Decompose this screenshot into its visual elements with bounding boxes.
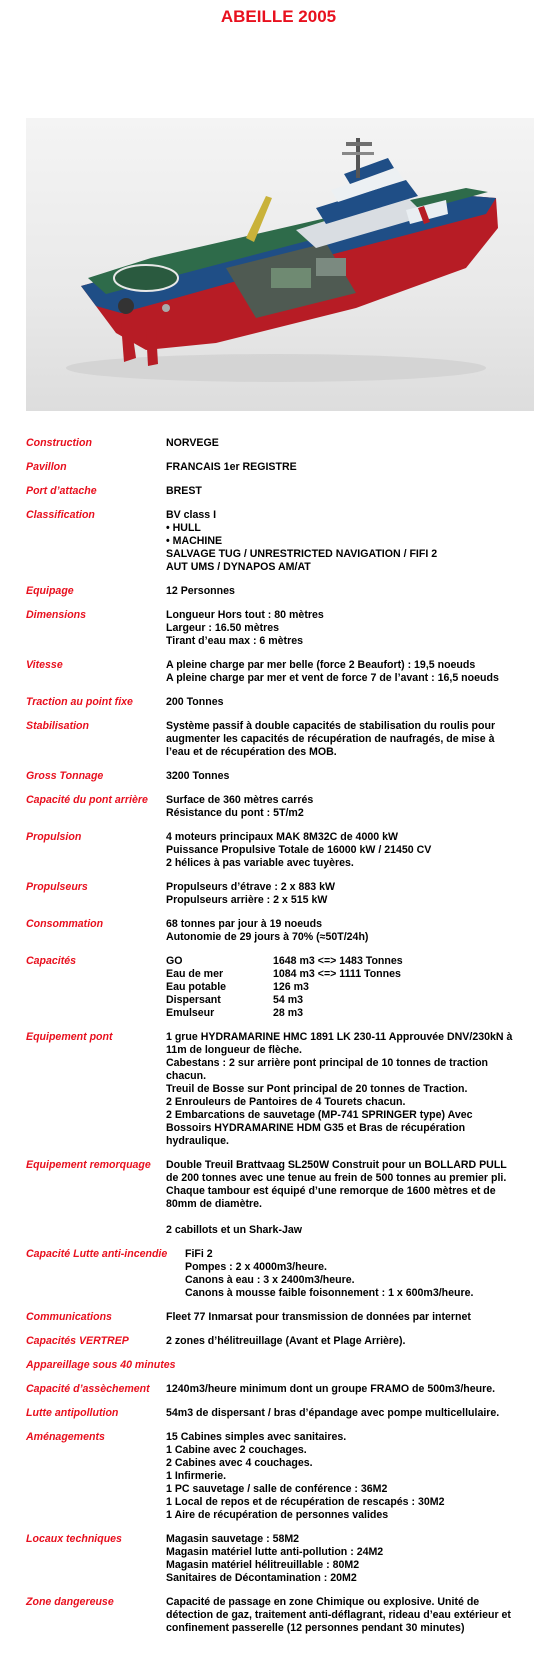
capacity-value: 1648 m3 <=> 1483 Tonnes (273, 955, 403, 967)
spec-value: Puissance Propulsive Totale de 16000 kW / 21450 CV (166, 844, 432, 856)
spec-label: Zone dangereuse (26, 1596, 114, 1608)
spec-row-amenagements (26, 1431, 541, 1522)
spec-value: Sanitaires de Décontamination : 20M2 (166, 1572, 357, 1584)
spec-value: 54m3 de dispersant / bras d’épandage avec pompe multicellulaire. (166, 1407, 500, 1419)
spec-value: AUT UMS / DYNAPOS AM/AT (166, 561, 311, 573)
capacity-name: Emulseur (166, 1007, 215, 1019)
spec-value: 4 moteurs principaux MAK 8M32C de 4000 kW (166, 831, 398, 843)
spec-row-equipement-remorquage (26, 1159, 541, 1237)
capacity-value: 1084 m3 <=> 1111 Tonnes (273, 968, 401, 980)
spec-row-pont-arriere (26, 794, 541, 820)
spec-value: Autonomie de 29 jours à 70% (≈50T/24h) (166, 931, 369, 943)
spec-value: Largeur : 16.50 mètres (166, 622, 280, 634)
spec-value: 1 PC sauvetage / salle de conférence : 36M2 (166, 1483, 388, 1495)
spec-row-vertrep (26, 1335, 541, 1348)
spec-row-equipement-pont (26, 1031, 541, 1148)
fifi-title: FiFi 2 (185, 1248, 213, 1260)
capacity-value: 54 m3 (273, 994, 304, 1006)
spec-value: 1 Aire de récupération de personnes valides (166, 1509, 389, 1521)
spec-row-zone-dangereuse (26, 1596, 541, 1635)
spec-value: Bossoirs HYDRAMARINE HDM G35 et Bras de récupération (166, 1122, 466, 1134)
spec-row-propulseurs (26, 881, 541, 907)
spec-value: 2 Enrouleurs de Pantoires de 4 Tourets chacun. (166, 1096, 406, 1108)
spec-row-gross-tonnage (26, 770, 541, 783)
spec-row-assechement (26, 1383, 541, 1396)
spec-row-classification (26, 509, 541, 574)
spec-row-antipollution (26, 1407, 541, 1420)
spec-label: Dimensions (26, 609, 87, 621)
spec-label: Pavillon (26, 461, 67, 473)
spec-value: • HULL (166, 522, 201, 534)
spec-value: 12 Personnes (166, 585, 235, 597)
spec-value: Propulseurs d’étrave : 2 x 883 kW (166, 881, 335, 893)
spec-row-locaux-techniques (26, 1533, 541, 1585)
spec-label: Equipement pont (26, 1031, 113, 1043)
spec-row-vitesse (26, 659, 541, 685)
spec-value: Surface de 360 mètres carrés (166, 794, 314, 806)
spec-value: BREST (166, 485, 202, 497)
spec-row-appareillage (26, 1359, 541, 1372)
spec-value: Longueur Hors tout : 80 mètres (166, 609, 324, 621)
spec-label: Classification (26, 509, 95, 521)
capacity-name: Eau potable (166, 981, 227, 993)
capacity-value: 126 m3 (273, 981, 309, 993)
spec-label: Traction au point fixe (26, 696, 133, 708)
spec-value: Double Treuil Brattvaag SL250W Construit pour un BOLLARD PULL (166, 1159, 507, 1171)
spec-value: Résistance du pont : 5T/m2 (166, 807, 304, 819)
capacity-value: 28 m3 (273, 1007, 304, 1019)
spec-value: Système passif à double capacités de stabilisation du roulis pour (166, 720, 496, 732)
spec-value: Capacité de passage en zone Chimique ou explosive. Unité de (166, 1596, 480, 1608)
spec-value: A pleine charge par mer belle (force 2 Beaufort) : 19,5 noeuds (166, 659, 476, 671)
spec-value: Chaque tambour est équipé d’une remorque de 1600 mètres et de (166, 1185, 496, 1197)
spec-label: Stabilisation (26, 720, 89, 732)
spec-label: Capacité du pont arrière (26, 794, 148, 806)
spec-label: Capacités VERTREP (26, 1335, 129, 1347)
spec-value: hydraulique. (166, 1135, 229, 1147)
spec-value: A pleine charge par mer et vent de force 7 de l’avant : 16,5 noeuds (166, 672, 499, 684)
spec-value: de 200 tonnes avec une tenue au frein de 500 tonnes au premier pli. (166, 1172, 507, 1184)
spec-value: 1 Cabine avec 2 couchages. (166, 1444, 307, 1456)
spec-label: Capacités (26, 955, 77, 967)
spec-value: BV class I (166, 509, 217, 521)
spec-value: 11m de longueur de flèche. (166, 1044, 302, 1056)
spec-value: Magasin matériel hélitreuillable : 80M2 (166, 1559, 360, 1571)
spec-value: chacun. (166, 1070, 207, 1082)
spec-row-stabilisation (26, 720, 541, 759)
spec-label: Appareillage sous 40 minutes (26, 1359, 176, 1371)
spec-label: Vitesse (26, 659, 63, 671)
spec-row-traction (26, 696, 541, 709)
spec-value: 2 cabillots et un Shark-Jaw (166, 1224, 302, 1236)
spec-label: Locaux techniques (26, 1533, 122, 1545)
spec-label: Communications (26, 1311, 112, 1323)
spec-label: Equipage (26, 585, 74, 597)
spec-row-pavillon (26, 461, 541, 474)
spec-label: Capacité d’assèchement (26, 1383, 150, 1395)
spec-row-dimensions (26, 609, 541, 648)
spec-value: 2 Embarcations de sauvetage (MP-741 SPRINGER type) Avec (166, 1109, 473, 1121)
spec-value: Canons à eau : 3 x 2400m3/heure. (185, 1274, 355, 1286)
spec-value: 1 Infirmerie. (166, 1470, 227, 1482)
spec-value: • MACHINE (166, 535, 223, 547)
spec-value: augmenter les capacités de récupération de naufragés, de mise à (166, 733, 495, 745)
spec-value: confinement passerelle (12 personnes pendant 30 minutes) (166, 1622, 465, 1634)
spec-value: SALVAGE TUG / UNRESTRICTED NAVIGATION / FIFI 2 (166, 548, 438, 560)
spec-value: Magasin matériel lutte anti-pollution : 24M2 (166, 1546, 384, 1558)
spec-label: Gross Tonnage (26, 770, 104, 782)
spec-value: Tirant d’eau max : 6 mètres (166, 635, 303, 647)
spec-label: Propulsion (26, 831, 82, 843)
spec-label: Consommation (26, 918, 104, 930)
spec-value: 1 grue HYDRAMARINE HMC 1891 LK 230-11 Approuvée DNV/230kN à (166, 1031, 513, 1043)
spec-value: Magasin sauvetage : 58M2 (166, 1533, 300, 1545)
ship-cutaway-illustration (26, 118, 534, 411)
spec-label: Port d’attache (26, 485, 97, 497)
capacity-name: Eau de mer (166, 968, 224, 980)
spec-value: 15 Cabines simples avec sanitaires. (166, 1431, 347, 1443)
spec-row-capacites (26, 955, 541, 1020)
spec-label: Equipement remorquage (26, 1159, 151, 1171)
spec-value: Cabestans : 2 sur arrière pont principal de 10 tonnes de traction (166, 1057, 489, 1069)
spec-label: Construction (26, 437, 92, 449)
spec-value: Canons à mousse faible foisonnement : 1 x 600m3/heure. (185, 1287, 474, 1299)
page-title: ABEILLE 2005 (220, 7, 337, 26)
spec-row-lutte-incendie (26, 1248, 541, 1300)
spec-row-communications (26, 1311, 541, 1324)
spec-value: 80mm de diamètre. (166, 1198, 262, 1210)
spec-label: Capacité Lutte anti-incendie (26, 1248, 168, 1260)
spec-value: Treuil de Bosse sur Pont principal de 20 tonnes de Traction. (166, 1083, 468, 1095)
spec-label: Propulseurs (26, 881, 88, 893)
spec-value: Propulseurs arrière : 2 x 515 kW (166, 894, 328, 906)
ship-image (26, 118, 534, 411)
spec-label: Aménagements (26, 1431, 105, 1443)
spec-value: Fleet 77 Inmarsat pour transmission de données par internet (166, 1311, 471, 1323)
spec-value: FRANCAIS 1er REGISTRE (166, 461, 297, 473)
spec-value: 2 zones d’hélitreuillage (Avant et Plage Arrière). (166, 1335, 406, 1347)
spec-value: 1240m3/heure minimum dont un groupe FRAMO de 500m3/heure. (166, 1383, 496, 1395)
spec-value: 2 Cabines avec 4 couchages. (166, 1457, 313, 1469)
spec-row-equipage (26, 585, 541, 598)
spec-row-construction (26, 437, 541, 450)
spec-row-consommation (26, 918, 541, 944)
spec-value: l’eau et de récupération des MOB. (166, 746, 337, 758)
spec-value (166, 1211, 541, 1224)
spec-label: Lutte antipollution (26, 1407, 119, 1419)
capacity-name: GO (166, 955, 183, 967)
spec-value: NORVEGE (166, 437, 219, 449)
spec-value: 2 hélices à pas variable avec tuyères. (166, 857, 354, 869)
spec-table (26, 437, 541, 1635)
spec-row-propulsion (26, 831, 541, 870)
spec-value: détection de gaz, traitement anti-déflagrant, rideau d’eau extérieur et (166, 1609, 511, 1621)
spec-value: 1 Local de repos et de récupération de rescapés : 30M2 (166, 1496, 445, 1508)
spec-value: 68 tonnes par jour à 19 noeuds (166, 918, 323, 930)
spec-value: 200 Tonnes (166, 696, 224, 708)
spec-value: 3200 Tonnes (166, 770, 230, 782)
spec-value: Pompes : 2 x 4000m3/heure. (185, 1261, 327, 1273)
capacity-name: Dispersant (166, 994, 221, 1006)
spec-row-port (26, 485, 541, 498)
